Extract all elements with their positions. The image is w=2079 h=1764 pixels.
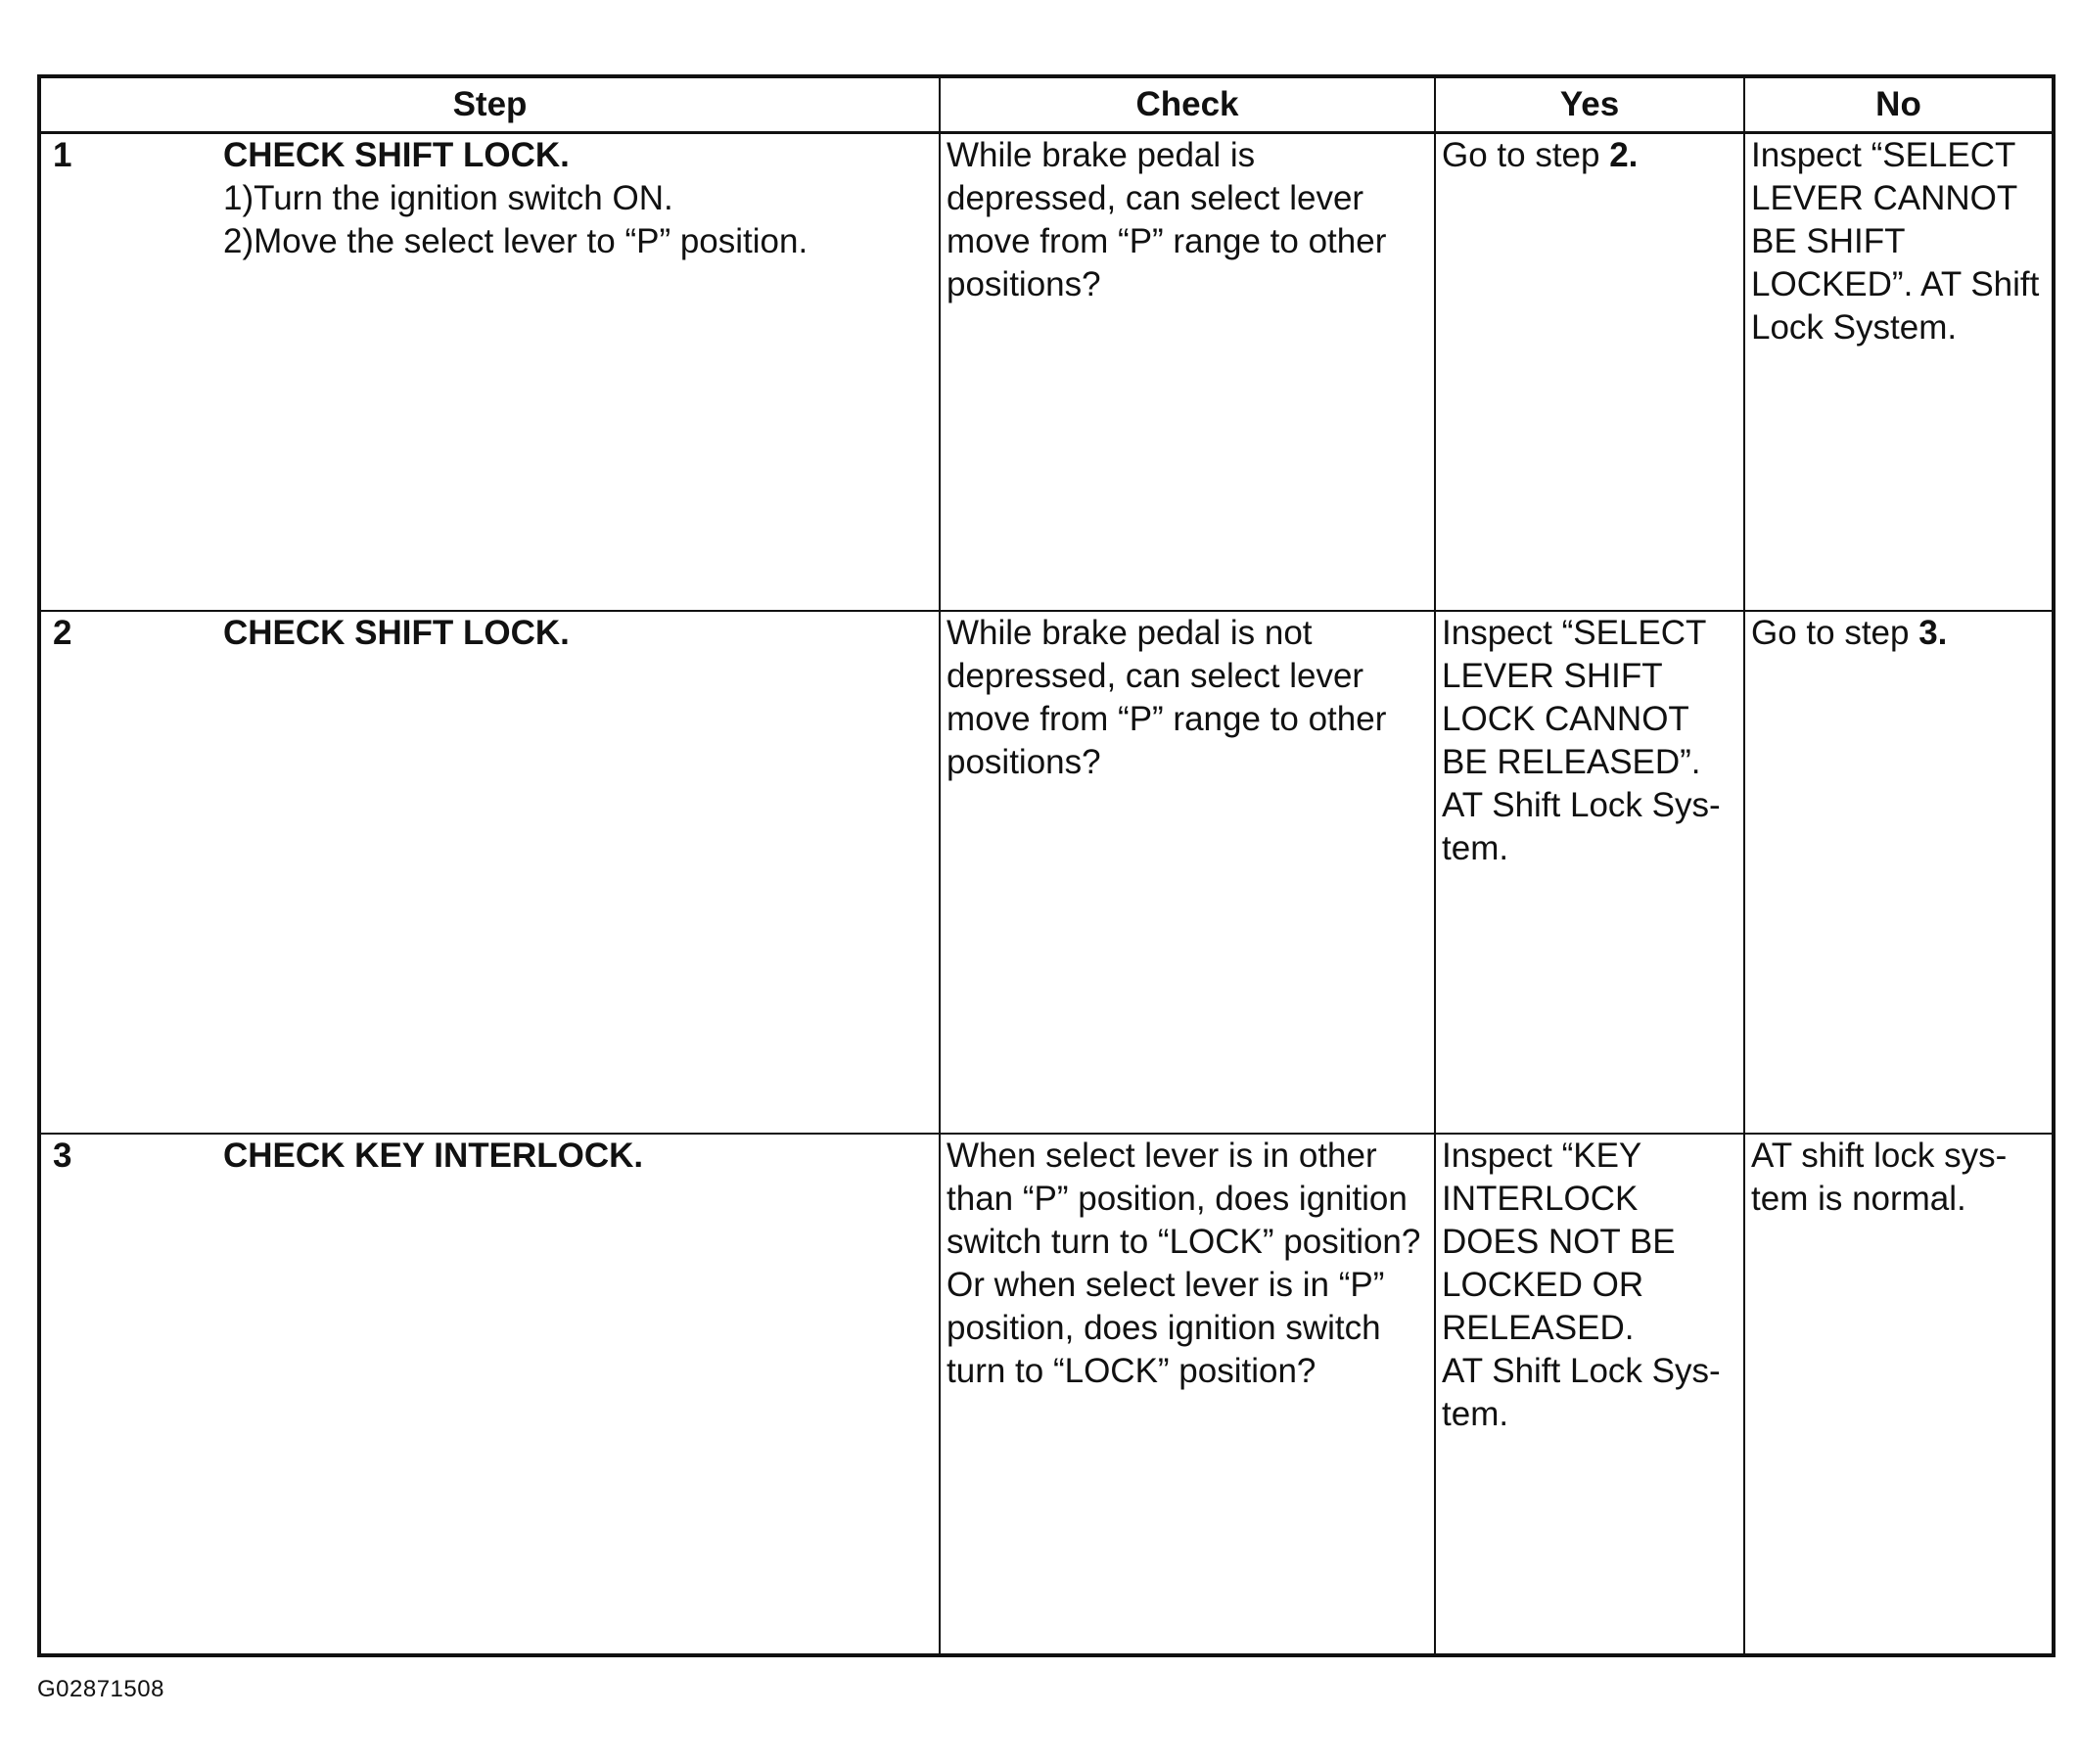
yes-text: Go to step xyxy=(1442,136,1610,174)
substep-line: 2)Move the select lever to “P” position. xyxy=(223,222,808,260)
step-title: CHECK KEY INTERLOCK. xyxy=(223,1137,644,1175)
step-cell xyxy=(39,1134,940,1655)
check-line: switch turn to “LOCK” position? xyxy=(947,1223,1421,1261)
check-line: When select lever is in other xyxy=(947,1137,1377,1175)
no-line: LEVER CANNOT xyxy=(1751,179,2018,217)
yes-line: AT Shift Lock Sys- xyxy=(1442,786,1721,824)
check-line: position, does ignition switch xyxy=(947,1309,1381,1347)
yes-line xyxy=(1442,134,1737,177)
table-row xyxy=(39,133,2054,612)
yes-line: tem. xyxy=(1442,829,1509,867)
yes-line: INTERLOCK xyxy=(1442,1180,1639,1218)
step-number: 3 xyxy=(53,1137,72,1175)
header-no: No xyxy=(1744,76,2054,133)
check-cell xyxy=(940,133,1435,612)
step-body xyxy=(223,612,933,655)
diagnostic-table xyxy=(37,74,2056,1657)
table-row xyxy=(39,611,2054,1134)
no-text: Go to step xyxy=(1751,614,1919,652)
header-check: Check xyxy=(940,76,1435,133)
check-line: positions? xyxy=(947,265,1101,303)
yes-step-ref: 2. xyxy=(1609,136,1639,174)
no-cell xyxy=(1744,133,2054,612)
yes-line: tem. xyxy=(1442,1395,1509,1433)
yes-line: Inspect “SELECT xyxy=(1442,614,1707,652)
table-row xyxy=(39,1134,2054,1655)
no-line xyxy=(1751,612,2046,655)
step-title: CHECK SHIFT LOCK. xyxy=(223,614,570,652)
header-step: Step xyxy=(39,76,940,133)
no-cell xyxy=(1744,1134,2054,1655)
check-line: move from “P” range to other xyxy=(947,700,1387,738)
check-cell xyxy=(940,1134,1435,1655)
step-cell xyxy=(39,611,940,1134)
substep-line: 1)Turn the ignition switch ON. xyxy=(223,179,673,217)
step-number: 1 xyxy=(53,136,72,174)
yes-line: BE RELEASED”. xyxy=(1442,743,1701,781)
step-cell xyxy=(39,133,940,612)
figure-code: G02871508 xyxy=(37,1676,164,1702)
yes-line: LOCKED OR xyxy=(1442,1266,1644,1304)
yes-cell xyxy=(1435,1134,1744,1655)
yes-cell xyxy=(1435,611,1744,1134)
check-line: than “P” position, does ignition xyxy=(947,1180,1408,1218)
step-title: CHECK SHIFT LOCK. xyxy=(223,136,570,174)
yes-line: Inspect “KEY xyxy=(1442,1137,1642,1175)
check-line: depressed, can select lever xyxy=(947,179,1364,217)
check-line: While brake pedal is xyxy=(947,136,1256,174)
no-line: tem is normal. xyxy=(1751,1180,1966,1218)
no-cell xyxy=(1744,611,2054,1134)
no-line: AT shift lock sys- xyxy=(1751,1137,2008,1175)
check-line: turn to “LOCK” position? xyxy=(947,1352,1317,1390)
table-header-row xyxy=(39,76,2054,133)
step-body xyxy=(223,1135,933,1178)
check-cell xyxy=(940,611,1435,1134)
yes-cell xyxy=(1435,133,1744,612)
no-line: Inspect “SELECT xyxy=(1751,136,2016,174)
step-body xyxy=(223,134,933,263)
check-line: positions? xyxy=(947,743,1101,781)
check-line: move from “P” range to other xyxy=(947,222,1387,260)
yes-line: RELEASED. xyxy=(1442,1309,1635,1347)
yes-line: AT Shift Lock Sys- xyxy=(1442,1352,1721,1390)
yes-line: LEVER SHIFT xyxy=(1442,657,1663,695)
check-line: depressed, can select lever xyxy=(947,657,1364,695)
yes-line: LOCK CANNOT xyxy=(1442,700,1689,738)
no-line: LOCKED”. AT Shift xyxy=(1751,265,2040,303)
no-line: BE SHIFT xyxy=(1751,222,1906,260)
no-step-ref: 3. xyxy=(1918,614,1948,652)
no-line: Lock System. xyxy=(1751,308,1958,347)
step-number: 2 xyxy=(53,614,72,652)
yes-line: DOES NOT BE xyxy=(1442,1223,1676,1261)
check-line: While brake pedal is not xyxy=(947,614,1313,652)
header-yes: Yes xyxy=(1435,76,1744,133)
check-line: Or when select lever is in “P” xyxy=(947,1266,1385,1304)
